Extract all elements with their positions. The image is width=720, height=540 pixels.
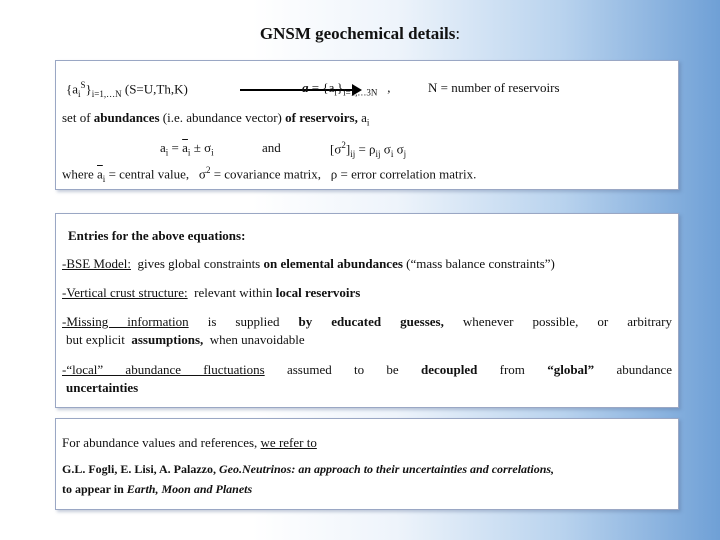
text-of-reservoirs: of reservoirs, [285, 110, 358, 125]
abundance-set-description [62, 110, 369, 128]
entry-bse-bold: on elemental abundances [263, 256, 403, 271]
abundance-vector-definition [302, 80, 390, 98]
entry-missing-info-line2 [66, 332, 305, 348]
brace-close: } [85, 81, 92, 97]
superscript-s: S [80, 80, 86, 90]
legend-a-bar: $\overline{a}$ [97, 166, 103, 182]
references-intro-text: For abundance values and references, [62, 435, 258, 450]
entry-local-fluctuations-line1 [62, 362, 672, 378]
entry-missing-text4: when unavoidable [209, 332, 305, 347]
entry-crust-text: relevant within [194, 285, 273, 300]
cov-rho-ij: ij [375, 148, 381, 159]
reservoir-count-note: N = number of reservoirs [428, 80, 560, 95]
entry-local-text1: assumed to be [286, 362, 399, 377]
references-intro [62, 435, 317, 451]
vector-brace-close: } [336, 80, 344, 95]
cov-bracket: ] [345, 141, 351, 157]
eq-plus-minus-sigma: ± σ [190, 140, 212, 155]
text-set-of: set of [62, 110, 91, 125]
reference-title: : an approach to their uncertainties and correlations, [291, 462, 555, 476]
and-text: and [262, 140, 281, 155]
page-title-colon: : [455, 24, 461, 43]
entry-local-text3: abundance [616, 362, 673, 377]
entry-missing-label: -Missing information [62, 314, 189, 329]
symbol-legend [62, 165, 476, 184]
eq-a-bar: $\overline{a}$ [182, 140, 188, 155]
entry-missing-text1: is supplied [207, 314, 280, 329]
cov-sigma-j: σ [393, 141, 404, 157]
entries-heading-text: Entries for the above equations: [68, 228, 246, 243]
eq-a-bar-index: i [187, 147, 191, 158]
eq-a: a [160, 140, 166, 155]
entry-local-text2: from [499, 362, 525, 377]
legend-sigma: σ [198, 166, 206, 182]
cov-sigma: [σ [330, 141, 342, 157]
index-range: i=1,…N [91, 88, 122, 99]
entry-vertical-crust [62, 285, 360, 301]
entry-bse-note: (“mass balance constraints”) [406, 256, 555, 271]
reference-authors: G.L. Fogli, E. Lisi, A. Palazzo, [62, 462, 217, 476]
entry-local-bold1: decoupled [421, 362, 478, 377]
legend-square: 2 [205, 165, 211, 175]
entry-crust-label: -Vertical crust structure: [62, 285, 188, 300]
entry-missing-bold1: by educated guesses, [298, 314, 444, 329]
legend-a-bar-index: i [102, 173, 106, 184]
page-title-text: GNSM geochemical details [259, 24, 456, 43]
page-title [0, 24, 720, 44]
symbol-a: a [361, 110, 367, 125]
cov-sigma-i: σ [380, 141, 391, 157]
index-i: i [78, 88, 81, 99]
entry-local-label: -“local” abundance fluctuations [62, 362, 265, 377]
reference-venue-line [62, 482, 252, 497]
reference-citation [62, 462, 554, 477]
entry-bse-text: gives global constraints [137, 256, 261, 271]
reference-venue: Earth, Moon and Planets [126, 482, 253, 496]
vector-eq: = {a [308, 80, 335, 95]
vector-index: i [334, 87, 337, 98]
legend-where: where [62, 166, 94, 182]
cov-sigma-i-sub: i [390, 148, 394, 159]
brace-a: {a [66, 81, 79, 97]
legend-rho: ρ = error correlation matrix. [330, 166, 477, 182]
symbol-a-index: i [366, 117, 370, 128]
covariance-equation [330, 140, 406, 159]
cov-square: 2 [341, 140, 346, 150]
entry-local-bold3: uncertainties [66, 380, 139, 395]
legend-covariance: = covariance matrix, [210, 166, 321, 182]
eq-a-index: i [165, 147, 169, 158]
text-abundances: abundances [93, 110, 160, 125]
entry-crust-bold: local reservoirs [275, 285, 361, 300]
entry-bse-label: -BSE Model: [62, 256, 131, 271]
reference-venue-pre: to appear in [62, 482, 124, 496]
comma: , [387, 80, 391, 95]
eq-sigma-index: i [211, 147, 214, 158]
entry-local-bold2: “global” [547, 362, 595, 377]
cov-rho: = ρ [355, 141, 376, 157]
element-list: (S=U,Th,K) [124, 81, 188, 97]
abundance-set-symbol [66, 80, 188, 99]
eq-equals: = [168, 140, 183, 155]
entry-missing-text3: but explicit [66, 332, 125, 347]
entry-bse-model [62, 256, 555, 272]
entry-local-fluctuations-line2 [66, 380, 138, 396]
references-link[interactable]: we refer to [260, 435, 317, 450]
entry-missing-bold2: assumptions, [131, 332, 204, 347]
cov-ij: ij [350, 148, 356, 159]
reference-title-bold: Geo.Neutrinos [219, 462, 292, 476]
vector-range: i=1,…3N [343, 87, 378, 98]
legend-central-value: = central value, [105, 166, 190, 182]
central-value-equation [160, 140, 214, 158]
entries-heading [68, 228, 245, 244]
text-abundance-vector: (i.e. abundance vector) [162, 110, 282, 125]
entry-missing-info-line1 [62, 314, 672, 330]
entry-missing-text2: whenever possible, or arbitrary [462, 314, 672, 329]
cov-sigma-j-sub: j [403, 148, 407, 159]
vector-a: a [302, 80, 309, 95]
